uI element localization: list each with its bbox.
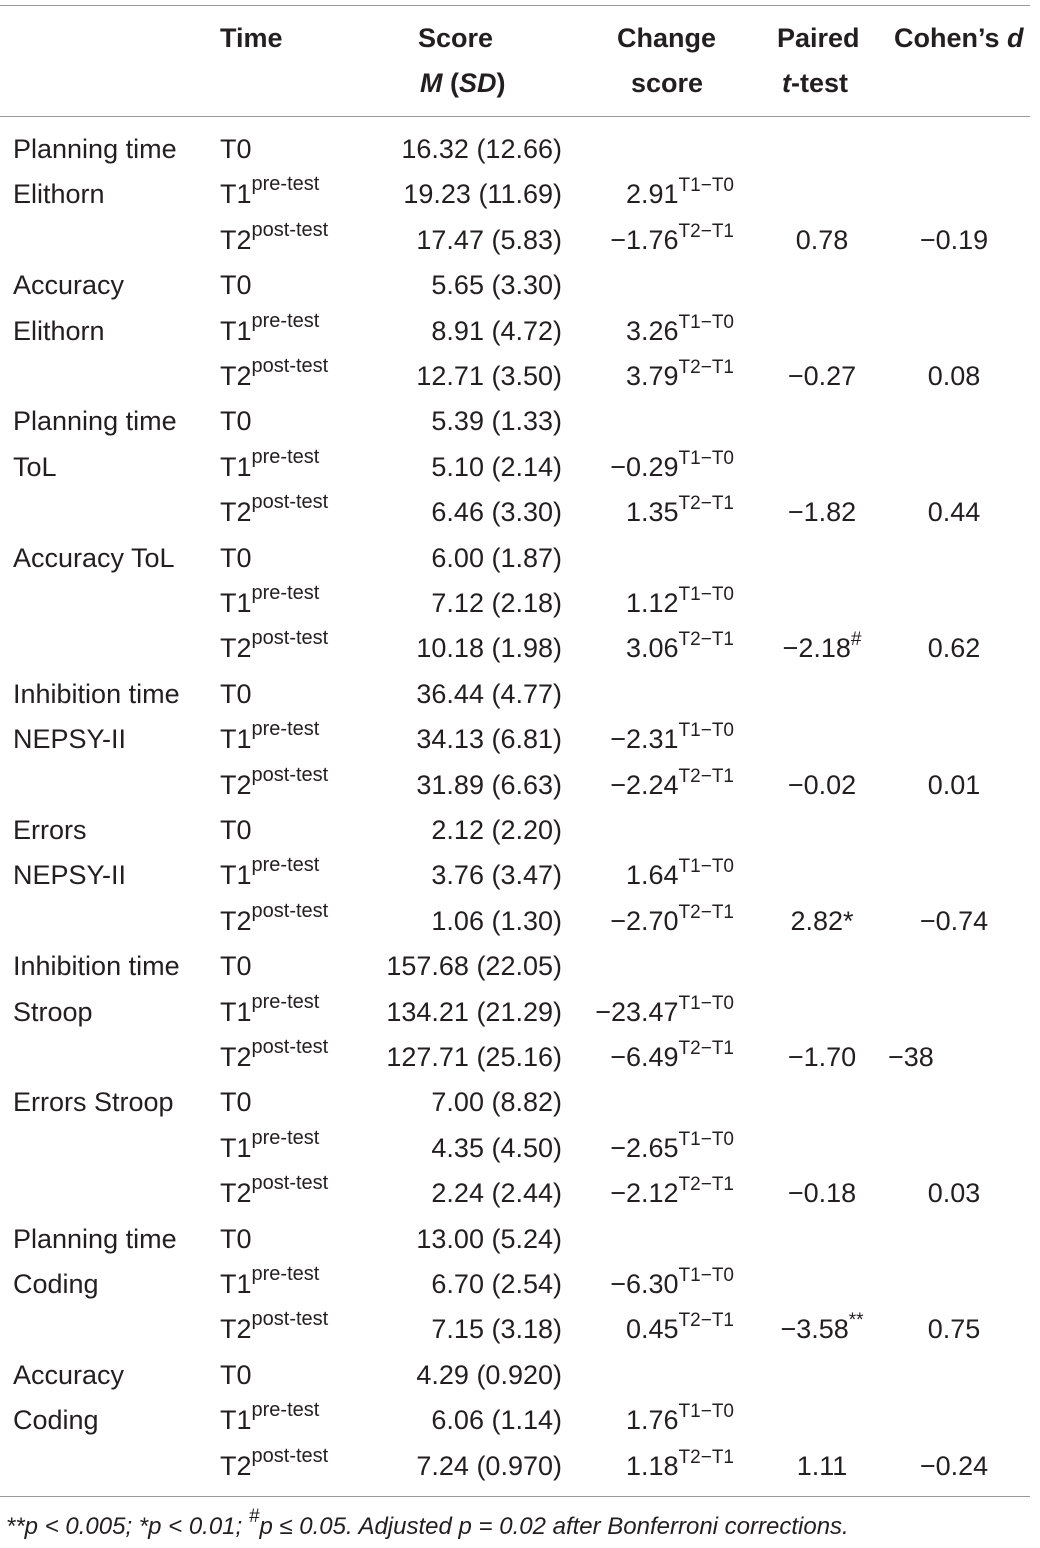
change-superscript: T1−T0 <box>678 1265 734 1286</box>
time-superscript: post-test <box>251 1036 329 1058</box>
score-cell: 7.15 (3.18) <box>431 1314 562 1345</box>
header-rule <box>0 116 1030 117</box>
header-ttest-t: t <box>782 68 791 98</box>
cohens-d-cell: 0.62 <box>927 633 981 664</box>
change-value: −2.12 <box>610 1178 679 1209</box>
score-cell: 8.91 (4.72) <box>431 315 562 346</box>
change-superscript: T2−T1 <box>678 1310 734 1332</box>
change-score-cell <box>626 586 734 624</box>
change-superscript: T2−T1 <box>678 357 734 378</box>
score-cell: 16.32 (12.66) <box>401 134 562 164</box>
time-cell <box>220 899 329 941</box>
measure-label: Accuracy <box>13 1359 125 1390</box>
score-cell: 36.44 (4.77) <box>416 678 562 709</box>
time-superscript: post-test <box>251 1444 329 1467</box>
time-label: T2 <box>220 769 252 800</box>
time-label: T0 <box>220 406 252 437</box>
score-cell: 3.76 (3.47) <box>431 860 562 891</box>
time-superscript: post-test <box>251 763 329 786</box>
time-cell <box>220 1263 320 1304</box>
t-value: −1.70 <box>787 1042 857 1072</box>
time-label: T0 <box>220 134 252 164</box>
paired-t-cell <box>762 631 882 669</box>
change-value: −2.65 <box>610 1132 679 1163</box>
change-score-cell <box>626 1403 734 1441</box>
time-cell <box>220 1222 252 1256</box>
measure-label: Inhibition time <box>13 951 180 982</box>
change-superscript: T1−T0 <box>678 1401 734 1423</box>
time-label: T2 <box>220 1042 252 1072</box>
change-value: 1.12 <box>625 588 679 618</box>
cohens-d-cell: −38 <box>888 1042 934 1072</box>
t-value: 1.11 <box>796 1450 848 1481</box>
change-score-cell <box>626 177 734 215</box>
time-label: T0 <box>220 270 252 301</box>
footnote-part2: p ≤ 0.05. Adjusted p = 0.02 after Bonferroni corrections. <box>259 1513 849 1540</box>
time-label: T1 <box>220 451 252 482</box>
paired-t-cell <box>762 768 882 802</box>
time-cell <box>220 1172 329 1213</box>
header-cohen-d: d <box>1007 23 1024 53</box>
score-cell: 2.12 (2.20) <box>431 815 562 845</box>
change-value: 3.06 <box>625 633 679 664</box>
change-score-cell <box>610 220 734 261</box>
score-cell: 7.00 (8.82) <box>431 1087 562 1118</box>
change-superscript: T2−T1 <box>678 1174 734 1196</box>
time-cell <box>220 990 320 1032</box>
change-value: 1.64 <box>625 860 679 891</box>
time-cell <box>220 763 329 805</box>
paired-t-cell <box>762 904 882 938</box>
time-label: T2 <box>220 1314 252 1345</box>
header-ttest-rest: -test <box>791 68 849 98</box>
score-cell: 7.24 (0.970) <box>416 1450 562 1481</box>
change-value: −0.29 <box>610 451 679 482</box>
paired-t-cell <box>762 1449 882 1483</box>
time-label: T1 <box>220 724 252 755</box>
measure-label: Planning time <box>13 1223 177 1254</box>
score-cell: 34.13 (6.81) <box>416 724 562 755</box>
measure-label: ToL <box>13 451 57 482</box>
measure-label: NEPSY-II <box>13 724 127 755</box>
change-value: −2.24 <box>610 769 679 800</box>
header-cohen-prefix: Cohen’s <box>894 23 1008 53</box>
t-value: −3.58 <box>780 1314 849 1345</box>
header-score-sd: SD <box>459 68 497 98</box>
time-superscript: pre-test <box>251 1263 320 1285</box>
time-superscript: pre-test <box>251 718 320 741</box>
cohens-d-cell: 0.08 <box>927 361 981 391</box>
time-superscript: pre-test <box>251 990 320 1013</box>
score-cell: 19.23 (11.69) <box>403 179 562 210</box>
time-cell <box>220 173 320 214</box>
time-cell <box>220 404 252 438</box>
time-label: T0 <box>220 1087 252 1118</box>
time-superscript: post-test <box>251 1172 329 1195</box>
cohens-d-cell: 0.75 <box>927 1314 981 1345</box>
change-value: −23.47 <box>595 996 679 1027</box>
score-cell: 12.71 (3.50) <box>416 361 562 391</box>
score-cell: 2.24 (2.44) <box>431 1178 562 1209</box>
measure-label: Accuracy ToL <box>13 542 175 573</box>
paired-t-cell <box>762 1312 882 1350</box>
change-score-cell <box>610 901 734 942</box>
time-label: T1 <box>220 1132 252 1163</box>
time-cell <box>220 132 252 166</box>
score-cell: 134.21 (21.29) <box>386 996 562 1027</box>
paired-t-cell <box>762 1040 882 1074</box>
header-time: Time <box>220 23 283 53</box>
footnote-part1: **p < 0.005; *p < 0.01; <box>6 1513 249 1540</box>
time-cell <box>220 491 329 532</box>
time-label: T2 <box>220 905 252 936</box>
cohens-d-cell: 0.03 <box>927 1178 981 1209</box>
change-score-cell <box>625 311 734 352</box>
time-superscript: pre-test <box>251 1126 320 1149</box>
score-cell: 1.06 (1.30) <box>431 905 562 936</box>
time-label: T2 <box>220 1450 252 1481</box>
change-score-cell <box>610 765 734 806</box>
time-label: T1 <box>220 860 252 891</box>
score-cell: 6.70 (2.54) <box>431 1269 562 1299</box>
change-superscript: T2−T1 <box>678 901 734 923</box>
change-value: 1.35 <box>625 497 679 528</box>
time-cell <box>220 445 320 487</box>
measure-label: Inhibition time <box>13 678 180 709</box>
time-cell <box>220 1444 329 1486</box>
bottom-rule <box>0 1496 1030 1497</box>
time-superscript: pre-test <box>251 309 320 332</box>
time-cell <box>220 854 320 895</box>
footnote-hash: # <box>248 1506 260 1527</box>
time-cell <box>220 949 252 983</box>
change-value: 1.76 <box>625 1405 679 1436</box>
t-superscript: ** <box>848 1310 864 1332</box>
change-score-cell <box>610 722 734 760</box>
time-label: T0 <box>220 1223 252 1254</box>
measure-label: Planning time <box>13 406 177 437</box>
time-cell <box>220 268 252 302</box>
time-label: T1 <box>220 996 252 1027</box>
time-label: T1 <box>220 1405 252 1436</box>
top-rule <box>0 5 1030 6</box>
cohens-d-cell: −0.19 <box>919 224 989 255</box>
time-label: T0 <box>220 542 252 573</box>
measure-label: Planning time <box>13 134 177 164</box>
change-value: 3.26 <box>625 315 679 346</box>
measure-label: Errors <box>13 815 87 845</box>
change-value: 1.18 <box>625 1450 679 1481</box>
time-label: T0 <box>220 1359 252 1390</box>
time-label: T0 <box>220 678 252 709</box>
score-cell: 6.06 (1.14) <box>431 1405 562 1436</box>
time-label: T1 <box>220 179 252 210</box>
time-label: T0 <box>220 815 252 845</box>
t-superscript: # <box>850 629 862 651</box>
change-superscript: T1−T0 <box>678 175 734 197</box>
time-superscript: post-test <box>251 218 329 241</box>
time-superscript: pre-test <box>251 173 320 196</box>
change-superscript: T1−T0 <box>678 720 734 742</box>
change-superscript: T2−T1 <box>678 493 734 515</box>
time-cell <box>220 541 252 575</box>
time-cell <box>220 1085 252 1119</box>
score-cell: 127.71 (25.16) <box>386 1042 562 1072</box>
measure-label: NEPSY-II <box>13 860 127 891</box>
change-superscript: T1−T0 <box>678 447 734 469</box>
header-change-line2: score <box>631 68 704 98</box>
change-score-cell <box>626 1312 734 1350</box>
time-superscript: post-test <box>251 627 329 650</box>
time-label: T2 <box>220 1178 252 1209</box>
time-cell <box>220 718 320 759</box>
change-superscript: T2−T1 <box>678 629 734 651</box>
time-label: T2 <box>220 224 252 255</box>
paired-t-cell <box>762 359 882 393</box>
time-superscript: post-test <box>251 1308 329 1331</box>
change-superscript: T1−T0 <box>678 1128 734 1150</box>
time-cell <box>220 355 329 396</box>
score-cell: 5.39 (1.33) <box>431 406 562 437</box>
change-value: −1.76 <box>610 224 679 255</box>
paired-t-cell <box>762 495 882 529</box>
measure-label: Errors Stroop <box>13 1087 174 1118</box>
change-superscript: T2−T1 <box>678 765 734 787</box>
time-superscript: post-test <box>251 899 329 922</box>
time-label: T2 <box>220 633 252 664</box>
change-score-cell <box>626 359 734 397</box>
score-cell: 10.18 (1.98) <box>416 633 562 664</box>
time-label: T1 <box>220 1269 252 1299</box>
time-cell <box>220 1308 329 1349</box>
time-cell <box>220 627 329 668</box>
change-score-cell <box>626 858 734 896</box>
change-value: 2.91 <box>625 179 679 210</box>
t-value: −0.18 <box>787 1178 857 1209</box>
change-superscript: T1−T0 <box>678 311 734 333</box>
score-cell: 6.46 (3.30) <box>431 497 562 528</box>
t-value: −1.82 <box>787 497 857 528</box>
change-score-cell <box>626 495 734 533</box>
change-value: −6.49 <box>610 1042 679 1072</box>
change-score-cell <box>610 447 734 488</box>
header-ttest-line1: Paired <box>777 23 860 53</box>
t-value: −0.02 <box>787 769 857 800</box>
header-score-m: M <box>420 68 443 98</box>
change-superscript: T2−T1 <box>678 220 734 242</box>
time-cell <box>220 1399 320 1440</box>
cohens-d-cell: −0.74 <box>919 905 989 936</box>
measure-label: Coding <box>13 1269 99 1299</box>
time-superscript: pre-test <box>251 1399 320 1422</box>
score-cell: 4.35 (4.50) <box>431 1132 562 1163</box>
score-cell: 157.68 (22.05) <box>386 951 562 982</box>
change-score-cell <box>610 1128 734 1169</box>
measure-label: Elithorn <box>13 179 105 210</box>
change-score-cell <box>610 1267 734 1305</box>
score-cell: 5.65 (3.30) <box>431 270 562 301</box>
time-label: T1 <box>220 315 252 346</box>
score-cell: 13.00 (5.24) <box>416 1223 562 1254</box>
change-score-cell <box>626 631 734 669</box>
change-superscript: T1−T0 <box>678 992 734 1014</box>
measure-label: Stroop <box>13 996 93 1027</box>
time-cell <box>220 309 320 351</box>
time-cell <box>220 813 252 847</box>
score-cell: 4.29 (0.920) <box>416 1359 562 1390</box>
time-label: T0 <box>220 951 252 982</box>
time-cell <box>220 582 320 623</box>
change-superscript: T1−T0 <box>678 584 734 605</box>
paired-t-cell <box>762 223 882 257</box>
header-score-line1: Score <box>418 23 494 53</box>
change-score-cell <box>595 992 734 1033</box>
t-value: 2.82* <box>790 905 854 936</box>
time-label: T1 <box>220 588 252 618</box>
cohens-d-cell: −0.24 <box>919 1450 989 1481</box>
t-value: −2.18 <box>782 633 851 664</box>
time-cell <box>220 218 329 260</box>
t-value: −0.27 <box>787 361 857 391</box>
change-superscript: T1−T0 <box>678 856 734 878</box>
time-superscript: post-test <box>251 355 329 377</box>
change-superscript: T2−T1 <box>678 1446 734 1468</box>
change-score-cell <box>610 1040 734 1078</box>
cohens-d-cell: 0.01 <box>927 769 981 800</box>
change-score-cell <box>610 1176 734 1214</box>
change-score-cell <box>625 1446 734 1487</box>
time-cell <box>220 1036 329 1077</box>
time-label: T2 <box>220 361 252 391</box>
measure-label: Accuracy <box>13 270 125 301</box>
measure-label: Elithorn <box>13 315 105 346</box>
measure-label: Coding <box>13 1405 99 1436</box>
score-cell: 7.12 (2.18) <box>431 588 562 618</box>
score-cell: 17.47 (5.83) <box>416 224 562 255</box>
header-ttest-line2 <box>782 65 848 101</box>
footnote <box>6 1506 849 1545</box>
time-cell <box>220 1358 252 1392</box>
change-value: 3.79 <box>625 361 679 391</box>
header-change-line1: Change <box>617 23 717 53</box>
change-value: −2.31 <box>610 724 679 755</box>
change-value: −6.30 <box>610 1269 679 1299</box>
header-cohen <box>894 20 1024 56</box>
score-cell: 31.89 (6.63) <box>416 769 562 800</box>
paired-t-cell <box>762 1176 882 1210</box>
score-cell: 5.10 (2.14) <box>431 451 562 482</box>
header-score-line2: M (SD) <box>420 68 506 98</box>
change-superscript: T2−T1 <box>678 1038 734 1059</box>
score-cell: 6.00 (1.87) <box>431 542 562 573</box>
time-cell <box>220 677 252 711</box>
change-value: 0.45 <box>625 1314 679 1345</box>
time-superscript: pre-test <box>251 445 320 468</box>
time-superscript: post-test <box>251 491 329 514</box>
time-label: T2 <box>220 497 252 528</box>
change-value: −2.70 <box>610 905 679 936</box>
t-value: 0.78 <box>795 224 849 255</box>
time-superscript: pre-test <box>251 582 320 604</box>
cohens-d-cell: 0.44 <box>927 497 981 528</box>
time-cell <box>220 1126 320 1168</box>
time-superscript: pre-test <box>251 854 320 877</box>
